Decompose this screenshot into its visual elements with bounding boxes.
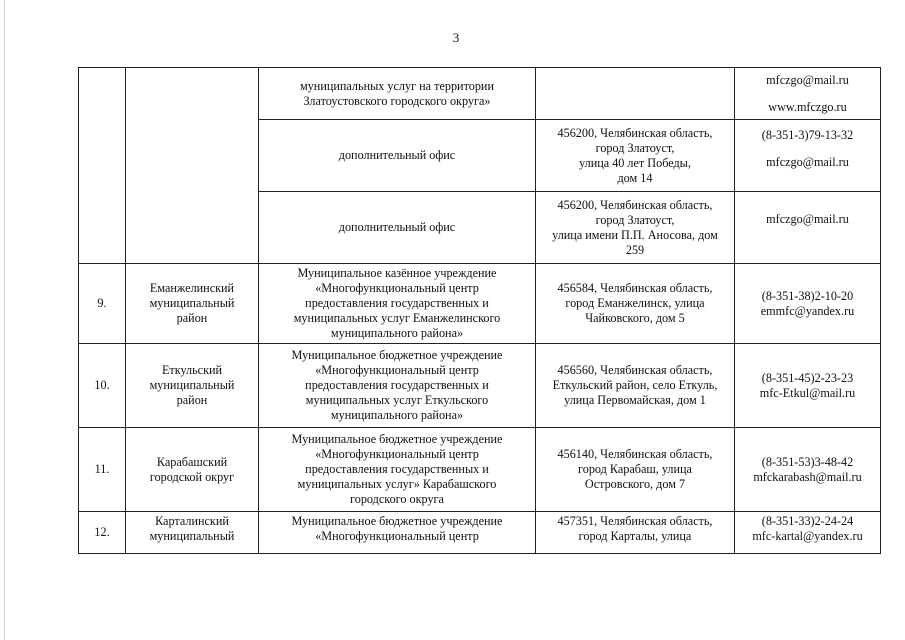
email-text: mfckarabash@mail.ru bbox=[753, 469, 862, 484]
row-number-cell: 10. bbox=[79, 344, 126, 428]
organization-cell bbox=[259, 68, 536, 120]
table-row bbox=[79, 264, 881, 344]
contacts-cell bbox=[735, 512, 881, 554]
row-number-cell bbox=[79, 68, 126, 264]
address-line: Еткульский район, село Еткуль, bbox=[552, 378, 718, 392]
organization-line: «Многофункциональный центр bbox=[315, 281, 479, 295]
organization-line: муниципальных услуг на территории bbox=[300, 78, 494, 93]
phone-text: (8-351-3)79-13-32 bbox=[761, 128, 854, 142]
district-line: городской округ bbox=[149, 469, 235, 484]
organization-cell bbox=[259, 192, 536, 264]
address-line: 456584, Челябинская область, bbox=[557, 281, 713, 295]
address-line: город Еманжелинск, улица bbox=[565, 296, 705, 310]
district-line: Карабашский bbox=[156, 454, 228, 469]
organization-line: Муниципальное бюджетное учреждение bbox=[291, 348, 503, 362]
district-cell bbox=[126, 512, 259, 554]
email-text: mfc-Etkul@mail.ru bbox=[759, 385, 856, 400]
district-cell bbox=[126, 264, 259, 344]
address-cell bbox=[536, 512, 735, 554]
address-line: Островского, дом 7 bbox=[584, 477, 686, 491]
organization-line: муниципальных услуг Еманжелинского bbox=[293, 311, 501, 325]
address-cell bbox=[536, 120, 735, 192]
contacts-cell bbox=[735, 120, 881, 192]
row-number-cell: 9. bbox=[79, 264, 126, 344]
row-number-cell: 11. bbox=[79, 428, 126, 512]
address-line: город Карталы, улица bbox=[578, 529, 692, 543]
address-cell bbox=[536, 192, 735, 264]
organization-line: муниципального района» bbox=[330, 326, 464, 340]
organization-line: муниципальных услуг» Карабашского bbox=[297, 477, 497, 491]
address-line: 259 bbox=[625, 242, 645, 257]
address-line: город Карабаш, улица bbox=[578, 462, 692, 476]
organization-line: «Многофункциональный центр bbox=[315, 447, 479, 461]
district-line: район bbox=[176, 311, 208, 325]
address-line: дом 14 bbox=[617, 170, 653, 185]
organization-cell bbox=[259, 512, 536, 554]
organization-line: городского округа bbox=[350, 492, 444, 506]
phone-text: (8-351-38)2-10-20 bbox=[761, 288, 854, 303]
district-line: муниципальный bbox=[149, 529, 235, 543]
district-line: Еткульский bbox=[161, 363, 223, 377]
organization-cell bbox=[259, 120, 536, 192]
organization-line: дополнительный офис bbox=[338, 220, 456, 234]
address-line: улица 40 лет Победы, bbox=[579, 155, 691, 170]
email-text: mfc-kartal@yandex.ru bbox=[752, 529, 863, 543]
row-number-cell: 12. bbox=[79, 512, 126, 554]
organization-cell bbox=[259, 428, 536, 512]
table-row bbox=[79, 344, 881, 428]
contacts-cell bbox=[735, 264, 881, 344]
mfc-registry-table bbox=[78, 67, 881, 554]
contacts-cell bbox=[735, 344, 881, 428]
address-line: 456560, Челябинская область, bbox=[557, 363, 713, 377]
page-left-edge bbox=[4, 0, 5, 640]
address-line: Чайковского, дом 5 bbox=[585, 311, 685, 325]
address-cell bbox=[536, 344, 735, 428]
district-cell bbox=[126, 344, 259, 428]
website-text: www.mfczgo.ru bbox=[768, 99, 847, 114]
organization-line: муниципального района» bbox=[330, 408, 464, 422]
organization-line: предоставления государственных и bbox=[305, 462, 489, 476]
contacts-cell bbox=[735, 428, 881, 512]
district-line: муниципальный bbox=[149, 378, 235, 392]
contacts-cell bbox=[735, 192, 881, 264]
phone-text: (8-351-45)2-23-23 bbox=[761, 370, 854, 385]
address-line: 456200, Челябинская область, bbox=[557, 197, 713, 212]
organization-cell bbox=[259, 264, 536, 344]
email-text: mfczgo@mail.ru bbox=[766, 212, 849, 226]
address-line: 457351, Челябинская область, bbox=[557, 514, 713, 528]
phone-text: (8-351-33)2-24-24 bbox=[761, 514, 854, 528]
address-cell bbox=[536, 68, 735, 120]
organization-line: предоставления государственных и bbox=[305, 296, 489, 310]
address-line: город Златоуст, bbox=[595, 140, 675, 155]
district-line: Карталинский bbox=[155, 514, 229, 528]
table-row bbox=[79, 428, 881, 512]
phone-text: (8-351-53)3-48-42 bbox=[761, 454, 854, 469]
organization-line: «Многофункциональный центр bbox=[315, 363, 479, 377]
email-text: mfczgo@mail.ru bbox=[766, 155, 849, 169]
address-line: город Златоуст, bbox=[595, 212, 675, 227]
organization-line: «Многофункциональный центр bbox=[315, 529, 479, 543]
organization-cell bbox=[259, 344, 536, 428]
district-cell bbox=[126, 428, 259, 512]
address-line: 456200, Челябинская область, bbox=[557, 125, 713, 140]
organization-line: дополнительный офис bbox=[338, 148, 456, 162]
organization-line: Златоустовского городского округа» bbox=[303, 93, 491, 108]
district-line: муниципальный bbox=[149, 296, 235, 310]
organization-line: предоставления государственных и bbox=[305, 378, 489, 392]
organization-line: муниципальных услуг Еткульского bbox=[305, 393, 489, 407]
address-cell bbox=[536, 264, 735, 344]
district-line: район bbox=[176, 393, 208, 407]
page-number: 3 bbox=[452, 30, 460, 45]
address-line: улица Первомайская, дом 1 bbox=[564, 393, 706, 407]
district-line: Еманжелинский bbox=[149, 281, 235, 295]
table-row bbox=[79, 512, 881, 554]
organization-line: Муниципальное бюджетное учреждение bbox=[291, 514, 503, 528]
address-line: улица имени П.П. Аносова, дом bbox=[552, 227, 718, 242]
district-cell bbox=[126, 68, 259, 264]
email-text: emmfc@yandex.ru bbox=[760, 303, 855, 318]
contacts-cell bbox=[735, 68, 881, 120]
organization-line: Муниципальное казённое учреждение bbox=[297, 266, 497, 280]
address-line: 456140, Челябинская область, bbox=[557, 447, 713, 461]
email-text: mfczgo@mail.ru bbox=[766, 72, 849, 87]
table-row bbox=[79, 68, 881, 120]
organization-line: Муниципальное бюджетное учреждение bbox=[291, 432, 503, 446]
address-cell bbox=[536, 428, 735, 512]
